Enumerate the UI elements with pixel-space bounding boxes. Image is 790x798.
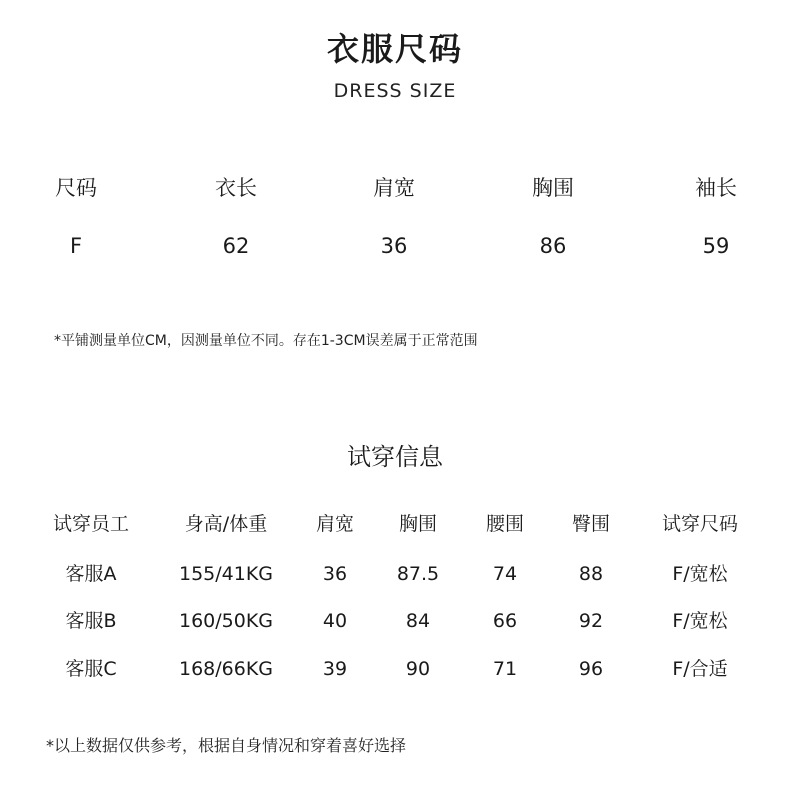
fit-waist: 74	[492, 563, 518, 585]
size-header-length: 衣长	[215, 176, 257, 200]
fit-header-size: 试穿尺码	[661, 513, 738, 535]
fit-shoulder: 39	[322, 658, 348, 680]
size-value-chest: 86	[539, 234, 567, 258]
fit-header-chest: 胸围	[398, 513, 437, 535]
fit-table-header-row	[0, 506, 790, 542]
fit-section-title: 试穿信息	[347, 443, 443, 471]
table-row	[0, 651, 790, 687]
fit-header-waist: 腰围	[485, 513, 524, 535]
fit-header-staff: 试穿员工	[52, 513, 129, 535]
fit-hip: 92	[578, 610, 604, 632]
table-row	[0, 556, 790, 592]
size-table-row	[0, 228, 790, 264]
fit-height-weight: 160/50KG	[178, 610, 274, 632]
fit-waist: 66	[492, 610, 518, 632]
fit-staff: 客服B	[65, 610, 117, 632]
fit-waist: 71	[492, 658, 518, 680]
fit-chest: 84	[405, 610, 431, 632]
fit-chest: 90	[405, 658, 431, 680]
fit-header-shoulder: 肩宽	[315, 513, 354, 535]
fit-height-weight: 168/66KG	[178, 658, 274, 680]
page-subtitle: DRESS SIZE	[333, 80, 457, 102]
fit-hip: 88	[578, 563, 604, 585]
table-row	[0, 603, 790, 639]
size-header-sleeve: 袖长	[695, 176, 737, 200]
page-title: 衣服尺码	[326, 30, 463, 68]
fit-disclaimer-note: *以上数据仅供参考，根据自身情况和穿着喜好选择	[46, 736, 407, 755]
size-value-sleeve: 59	[702, 234, 730, 258]
fit-header-height-weight: 身高/体重	[184, 513, 268, 535]
size-header-shoulder: 肩宽	[373, 176, 415, 200]
fit-staff: 客服C	[65, 658, 117, 680]
size-header-size: 尺码	[55, 176, 97, 200]
size-value-length: 62	[222, 234, 250, 258]
fit-height-weight: 155/41KG	[178, 563, 274, 585]
size-value-size: F	[69, 234, 83, 258]
fit-size: F/宽松	[672, 610, 728, 632]
fit-shoulder: 36	[322, 563, 348, 585]
fit-header-hip: 臀围	[571, 513, 610, 535]
fit-chest: 87.5	[396, 563, 440, 585]
fit-staff: 客服A	[65, 563, 117, 585]
fit-size: F/宽松	[672, 563, 728, 585]
fit-size: F/合适	[672, 658, 728, 680]
size-value-shoulder: 36	[380, 234, 408, 258]
fit-shoulder: 40	[322, 610, 348, 632]
fit-hip: 96	[578, 658, 604, 680]
size-header-chest: 胸围	[532, 176, 574, 200]
size-measurement-note: *平铺测量单位CM，因测量单位不同。存在1-3CM误差属于正常范围	[54, 333, 478, 349]
size-table-header-row	[0, 170, 790, 206]
